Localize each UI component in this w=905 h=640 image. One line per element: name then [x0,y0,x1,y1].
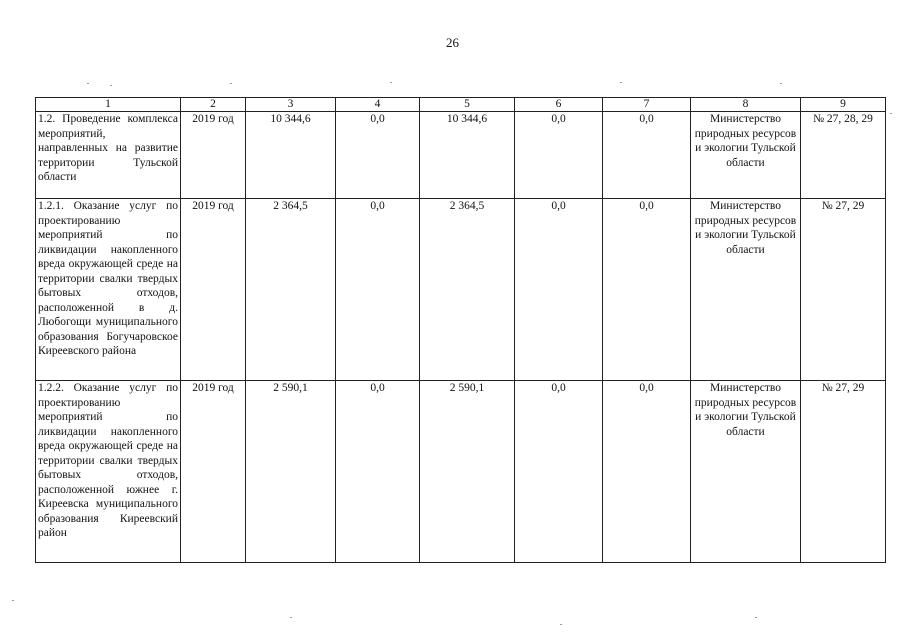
table-row [36,381,886,563]
responsible-org-cell: Министерство природных ресурсов и экологии Тульской области [691,381,801,563]
column-header-2: 2 [181,98,246,112]
year-cell: 2019 год [181,112,246,199]
column-header-3: 3 [246,98,336,112]
scan-speck [12,600,14,601]
references-cell: № 27, 28, 29 [801,112,886,199]
program-activities-table [35,97,886,563]
column-header-4: 4 [336,98,420,112]
references-cell: № 27, 29 [801,381,886,563]
amount-cell: 0,0 [603,381,691,563]
scan-speck [560,624,562,625]
year-cell: 2019 год [181,381,246,563]
amount-cell: 0,0 [336,381,420,563]
amount-cell: 2 590,1 [420,381,515,563]
amount-cell: 2 590,1 [246,381,336,563]
column-header-1: 1 [36,98,181,112]
column-header-5: 5 [420,98,515,112]
column-header-9: 9 [801,98,886,112]
column-header-8: 8 [691,98,801,112]
amount-cell: 10 344,6 [420,112,515,199]
activity-name-cell: 1.2.1. Оказание услуг по проектированию мероприятий по ликвидации накопленного вреда окружающей среде на территории свалки твердых бытовых отходов, расположенной в д. Любогощи муниципального образования Богучаровское Киреевского района [36,199,181,381]
references-cell: № 27, 29 [801,199,886,381]
table-row [36,112,886,199]
amount-cell: 10 344,6 [246,112,336,199]
amount-cell: 0,0 [336,112,420,199]
scan-speck [230,83,232,84]
column-header-7: 7 [603,98,691,112]
scan-speck [110,85,112,86]
scan-speck [290,617,292,618]
activity-name-cell: 1.2.2. Оказание услуг по проектированию мероприятий по ликвидации накопленного вреда окружающей среде на территории свалки твердых бытовых отходов, расположенной южнее г. Киреевска муниципального образования Киреевский район [36,381,181,563]
responsible-org-cell: Министерство природных ресурсов и экологии Тульской области [691,199,801,381]
amount-cell: 2 364,5 [246,199,336,381]
scan-speck [780,83,782,84]
scan-speck [755,617,757,618]
year-cell: 2019 год [181,199,246,381]
amount-cell: 0,0 [336,199,420,381]
scan-speck [390,82,392,83]
scan-speck [87,83,89,84]
responsible-org-cell: Министерство природных ресурсов и экологии Тульской области [691,112,801,199]
table-row [36,199,886,381]
activity-name-cell: 1.2. Проведение комплекса мероприятий, направленных на развитие территории Тульской области [36,112,181,199]
amount-cell: 0,0 [603,112,691,199]
column-header-6: 6 [515,98,603,112]
amount-cell: 2 364,5 [420,199,515,381]
amount-cell: 0,0 [515,112,603,199]
page-number: 26 [446,35,459,50]
amount-cell: 0,0 [603,199,691,381]
scan-speck [890,113,892,114]
table-header-row [36,98,886,112]
scan-speck [620,82,622,83]
amount-cell: 0,0 [515,381,603,563]
amount-cell: 0,0 [515,199,603,381]
